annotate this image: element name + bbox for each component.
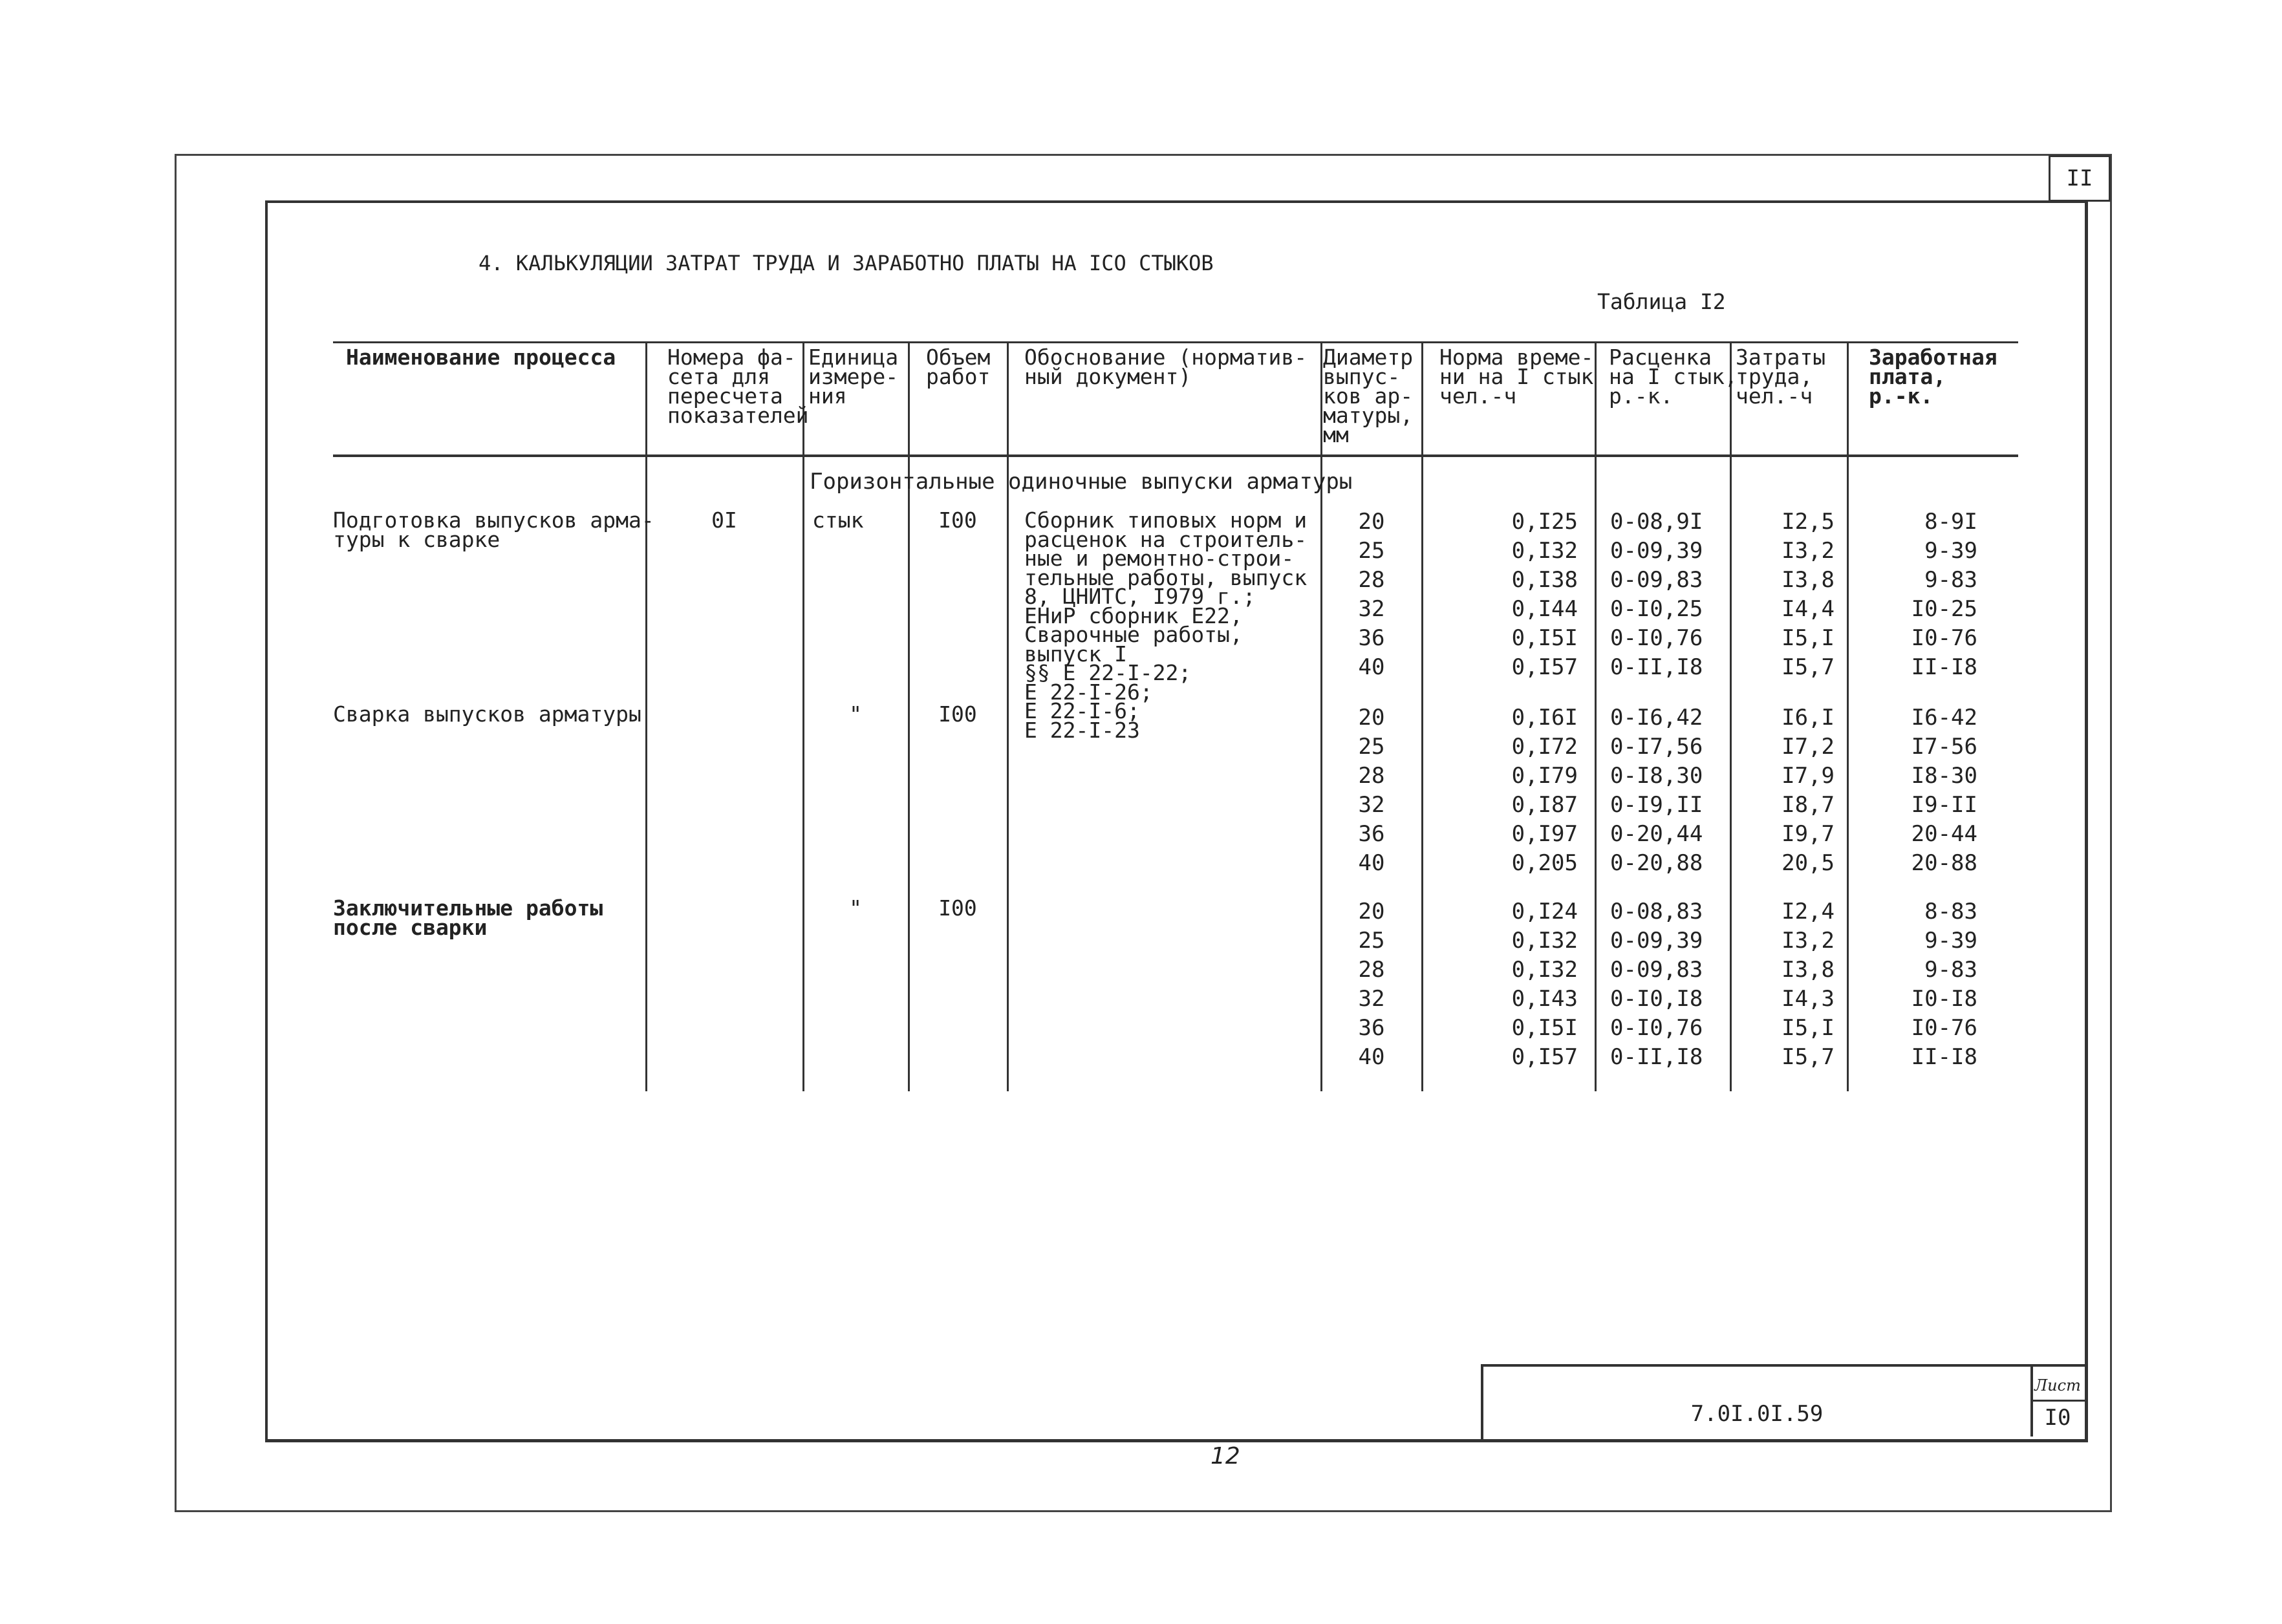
process-volume: I00 bbox=[938, 508, 977, 533]
cell-norm: 0,I32 bbox=[1511, 928, 1578, 954]
col-sep bbox=[1595, 341, 1597, 1091]
process-facet: 0I bbox=[711, 508, 737, 533]
cell-rate: 0-09,83 bbox=[1610, 957, 1703, 983]
cell-rate: 0-I9,II bbox=[1610, 792, 1703, 818]
cell-pay: I8-30 bbox=[1911, 763, 1977, 789]
process-name: Сварка выпусков арматуры bbox=[333, 701, 641, 727]
cell-rate: 0-I6,42 bbox=[1610, 705, 1703, 731]
cell-norm: 0,I72 bbox=[1511, 734, 1578, 760]
col-header-norm: Норма време- ни на I стык чел.-ч bbox=[1439, 345, 1594, 409]
cell-diameter: 28 bbox=[1358, 957, 1385, 983]
cell-rate: 0-08,9I bbox=[1610, 509, 1703, 535]
process-unit: " bbox=[849, 701, 862, 727]
cell-rate: 0-09,83 bbox=[1610, 567, 1703, 593]
cell-diameter: 25 bbox=[1358, 928, 1385, 954]
cell-labor: I8,7 bbox=[1781, 792, 1835, 818]
cell-labor: I3,8 bbox=[1781, 957, 1835, 983]
cell-pay: I6-42 bbox=[1911, 705, 1977, 731]
col-header-labor: Затраты труда, чел.-ч bbox=[1736, 345, 1826, 409]
col-header-rate: Расценка на I стык, р.-к. bbox=[1609, 345, 1738, 409]
stamp-divider bbox=[2030, 1400, 2085, 1402]
process-volume: I00 bbox=[938, 895, 977, 921]
cell-diameter: 28 bbox=[1358, 763, 1385, 789]
cell-norm: 0,I44 bbox=[1511, 596, 1578, 622]
header-top-rule bbox=[333, 341, 2018, 343]
cell-pay: I0-76 bbox=[1911, 625, 1977, 651]
cell-pay: I0-76 bbox=[1911, 1015, 1977, 1041]
cell-rate: 0-I0,76 bbox=[1610, 625, 1703, 651]
process-unit: стык bbox=[812, 508, 864, 533]
col-sep bbox=[1320, 341, 1322, 1091]
group-title: Горизонтальные одиночные выпуски арматуры bbox=[810, 469, 1353, 495]
cell-rate: 0-20,44 bbox=[1610, 821, 1703, 847]
cell-norm: 0,I32 bbox=[1511, 957, 1578, 983]
cell-diameter: 36 bbox=[1358, 625, 1385, 651]
cell-norm: 0,I57 bbox=[1511, 654, 1578, 680]
cell-diameter: 32 bbox=[1358, 986, 1385, 1012]
cell-rate: 0-09,39 bbox=[1610, 538, 1703, 564]
section-title: 4. КАЛЬКУЛЯЦИИ ЗАТРАТ ТРУДА И ЗАРАБОТНО ПЛАТЫ НА IСО СТЫКОВ bbox=[479, 251, 1214, 275]
cell-pay: 20-44 bbox=[1911, 821, 1977, 847]
cell-labor: I3,2 bbox=[1781, 538, 1835, 564]
cell-diameter: 40 bbox=[1358, 850, 1385, 876]
cell-norm: 0,I57 bbox=[1511, 1044, 1578, 1070]
col-sep bbox=[1007, 341, 1009, 1091]
cell-rate: 0-I8,30 bbox=[1610, 763, 1703, 789]
cell-norm: 0,I79 bbox=[1511, 763, 1578, 789]
cell-rate: 0-20,88 bbox=[1610, 850, 1703, 876]
cell-pay: I9-II bbox=[1911, 792, 1977, 818]
cell-labor: I5,I bbox=[1781, 1015, 1835, 1041]
cell-pay: I0-25 bbox=[1911, 596, 1977, 622]
cell-labor: I5,I bbox=[1781, 625, 1835, 651]
col-header-justification: Обоснование (норматив- ный документ) bbox=[1024, 345, 1308, 389]
cell-pay: II-I8 bbox=[1911, 654, 1977, 680]
cell-pay: 9-39 bbox=[1924, 538, 1977, 564]
cell-norm: 0,I97 bbox=[1511, 821, 1578, 847]
cell-norm: 0,I32 bbox=[1511, 538, 1578, 564]
cell-labor: I2,4 bbox=[1781, 899, 1835, 924]
process-name: Заключительные работы после сварки bbox=[333, 895, 603, 940]
cell-rate: 0-08,83 bbox=[1610, 899, 1703, 924]
process-volume: I00 bbox=[938, 701, 977, 727]
stamp-sheet-number: I0 bbox=[2044, 1405, 2071, 1431]
cell-diameter: 40 bbox=[1358, 654, 1385, 680]
page-number: 12 bbox=[1211, 1443, 1240, 1469]
cell-rate: 0-I0,I8 bbox=[1610, 986, 1703, 1012]
cell-rate: 0-I0,76 bbox=[1610, 1015, 1703, 1041]
col-header-facet: Номера фа- сета для пересчета показателей bbox=[667, 345, 809, 428]
process-unit: " bbox=[849, 895, 862, 921]
cell-labor: I3,8 bbox=[1781, 567, 1835, 593]
stamp-doc-code: 7.0I.0I.59 bbox=[1690, 1401, 1824, 1427]
cell-pay: 9-39 bbox=[1924, 928, 1977, 954]
cell-norm: 0,I43 bbox=[1511, 986, 1578, 1012]
cell-rate: 0-I7,56 bbox=[1610, 734, 1703, 760]
cell-labor: I5,7 bbox=[1781, 1044, 1835, 1070]
cell-diameter: 25 bbox=[1358, 538, 1385, 564]
header-bottom-rule bbox=[333, 454, 2018, 457]
cell-norm: 0,I5I bbox=[1511, 1015, 1578, 1041]
cell-diameter: 36 bbox=[1358, 1015, 1385, 1041]
corner-sheet-number: II bbox=[2066, 166, 2093, 191]
table-label: Таблица I2 bbox=[1597, 289, 1726, 314]
cell-norm: 0,I5I bbox=[1511, 625, 1578, 651]
col-header-unit: Единица измере- ния bbox=[808, 345, 899, 409]
col-header-volume: Объем работ bbox=[926, 345, 991, 389]
cell-rate: 0-II,I8 bbox=[1610, 1044, 1703, 1070]
cell-rate: 0-II,I8 bbox=[1610, 654, 1703, 680]
cell-diameter: 20 bbox=[1358, 899, 1385, 924]
cell-labor: I5,7 bbox=[1781, 654, 1835, 680]
cell-norm: 0,I25 bbox=[1511, 509, 1578, 535]
col-sep bbox=[645, 341, 647, 1091]
cell-labor: I2,5 bbox=[1781, 509, 1835, 535]
cell-rate: 0-09,39 bbox=[1610, 928, 1703, 954]
cell-diameter: 20 bbox=[1358, 509, 1385, 535]
cell-labor: I9,7 bbox=[1781, 821, 1835, 847]
col-header-pay: Заработная плата, р.-к. bbox=[1869, 345, 1997, 409]
cell-pay: 8-9I bbox=[1924, 509, 1977, 535]
cell-pay: II-I8 bbox=[1911, 1044, 1977, 1070]
process-name: Подготовка выпусков арма- туры к сварке bbox=[333, 508, 654, 552]
cell-norm: 0,205 bbox=[1511, 850, 1578, 876]
col-header-diameter: Диаметр выпус- ков ар- матуры, мм bbox=[1323, 345, 1414, 447]
corner-sheet-box bbox=[2049, 155, 2111, 202]
cell-pay: 8-83 bbox=[1924, 899, 1977, 924]
cell-norm: 0,I38 bbox=[1511, 567, 1578, 593]
stamp-sheet-label: Лист bbox=[2034, 1376, 2081, 1394]
cell-labor: I4,4 bbox=[1781, 596, 1835, 622]
cell-pay: I7-56 bbox=[1911, 734, 1977, 760]
cell-diameter: 40 bbox=[1358, 1044, 1385, 1070]
cell-norm: 0,I87 bbox=[1511, 792, 1578, 818]
cell-diameter: 32 bbox=[1358, 596, 1385, 622]
justification-text: Сборник типовых норм и расценок на строитель- ные и ремонтно-строи- тельные работы, выпуск 8, ЦНИТС, I979 г.; ЕНиР сборник Е22, Сварочные работы, выпуск I §§ Е 22-I-22; Е 22-I-26; Е 22-I-6; Е 22-I-23 bbox=[1024, 508, 1308, 743]
cell-norm: 0,I6I bbox=[1511, 705, 1578, 731]
cell-pay: 9-83 bbox=[1924, 957, 1977, 983]
cell-diameter: 28 bbox=[1358, 567, 1385, 593]
cell-norm: 0,I24 bbox=[1511, 899, 1578, 924]
cell-diameter: 32 bbox=[1358, 792, 1385, 818]
cell-labor: I4,3 bbox=[1781, 986, 1835, 1012]
cell-pay: I0-I8 bbox=[1911, 986, 1977, 1012]
col-header-process: Наименование процесса bbox=[346, 345, 616, 370]
cell-pay: 20-88 bbox=[1911, 850, 1977, 876]
cell-diameter: 20 bbox=[1358, 705, 1385, 731]
cell-labor: I7,2 bbox=[1781, 734, 1835, 760]
cell-labor: I7,9 bbox=[1781, 763, 1835, 789]
cell-diameter: 25 bbox=[1358, 734, 1385, 760]
cell-pay: 9-83 bbox=[1924, 567, 1977, 593]
cell-labor: I6,I bbox=[1781, 705, 1835, 731]
cell-labor: I3,2 bbox=[1781, 928, 1835, 954]
cell-rate: 0-I0,25 bbox=[1610, 596, 1703, 622]
cell-labor: 20,5 bbox=[1781, 850, 1835, 876]
cell-diameter: 36 bbox=[1358, 821, 1385, 847]
